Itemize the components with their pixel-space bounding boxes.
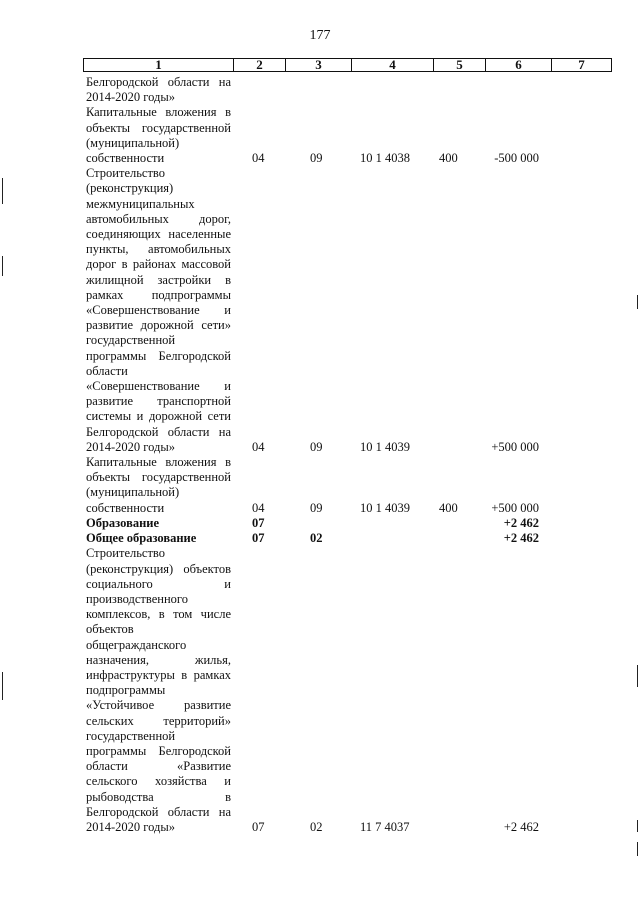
table-body [0, 75, 640, 835]
row-expense-type: 400 [439, 151, 458, 166]
scan-edge-mark [637, 842, 638, 856]
header-col-1: 1 [84, 59, 234, 72]
table-row [0, 531, 640, 546]
table-row [0, 75, 640, 105]
page-number: 177 [309, 28, 331, 43]
scan-edge-mark [637, 665, 638, 687]
header-col-4: 4 [352, 59, 434, 72]
row-section: 04 [252, 500, 265, 515]
table-row [0, 105, 640, 166]
table-row [0, 546, 640, 835]
scan-edge-mark [2, 672, 3, 700]
row-target-article: 10 1 4039 [360, 439, 410, 454]
table-row [0, 455, 640, 516]
row-amount: +2 462 [503, 819, 539, 834]
row-expense-type: 400 [439, 500, 458, 515]
row-description: Белгородской области на 2014-2020 годы» [86, 75, 231, 105]
row-subsection: 02 [310, 531, 323, 546]
header-col-3: 3 [286, 59, 352, 72]
header-col-2: 2 [234, 59, 286, 72]
table-row [0, 166, 640, 455]
row-description: Образование [86, 515, 160, 530]
header-col-6: 6 [486, 59, 552, 72]
header-col-5: 5 [434, 59, 486, 72]
table-row [0, 516, 640, 531]
row-description: Общее образование [86, 531, 197, 546]
row-section: 07 [252, 531, 265, 546]
row-amount: +500 000 [491, 439, 539, 454]
row-subsection: 09 [310, 500, 323, 515]
row-section: 04 [252, 151, 265, 166]
row-subsection: 09 [310, 439, 323, 454]
row-subsection: 09 [310, 151, 323, 166]
table-header [83, 58, 612, 72]
scan-edge-mark [2, 178, 3, 204]
scan-edge-mark [637, 820, 638, 832]
row-amount: +2 462 [503, 515, 539, 530]
row-target-article: 10 1 4038 [360, 151, 410, 166]
row-description: Строительство (реконструкция) объектов социального и производственного комплексов, в том числе объектов общегражданского назначения, жилья, инфраструктуры в рамках подпрограммы «Устойчивое развитие сельских территорий» государственной программы Белгородской области «Развитие сельского хозяйства и рыбоводства в Белгородской области на 2014-2020 годы» [86, 546, 231, 834]
row-description: Строительство (реконструкция) межмуниципальных автомобильных дорог, соединяющих населенные пункты, автомобильных дорог в районах массовой жилищной застройки в рамках подпрограммы «Совершенствование и развитие дорожной сети» государственной программы Белгородской области «Совершенствование и развитие транспортной системы и дорожной сети Белгородской области на 2014-2020 годы» [86, 166, 231, 454]
row-description: Капитальные вложения в объекты государственной (муниципальной) собственности [86, 455, 231, 515]
row-section: 07 [252, 819, 265, 834]
row-amount: +2 462 [503, 531, 539, 546]
row-target-article: 10 1 4039 [360, 500, 410, 515]
row-amount: +500 000 [491, 500, 539, 515]
row-section: 04 [252, 439, 265, 454]
row-subsection: 02 [310, 819, 323, 834]
row-section: 07 [252, 515, 265, 530]
row-amount: -500 000 [494, 151, 539, 166]
scan-edge-mark [2, 256, 3, 276]
row-description: Капитальные вложения в объекты государственной (муниципальной) собственности [86, 105, 231, 166]
header-col-7: 7 [552, 59, 612, 72]
row-target-article: 11 7 4037 [360, 819, 410, 834]
scan-edge-mark [637, 295, 638, 309]
